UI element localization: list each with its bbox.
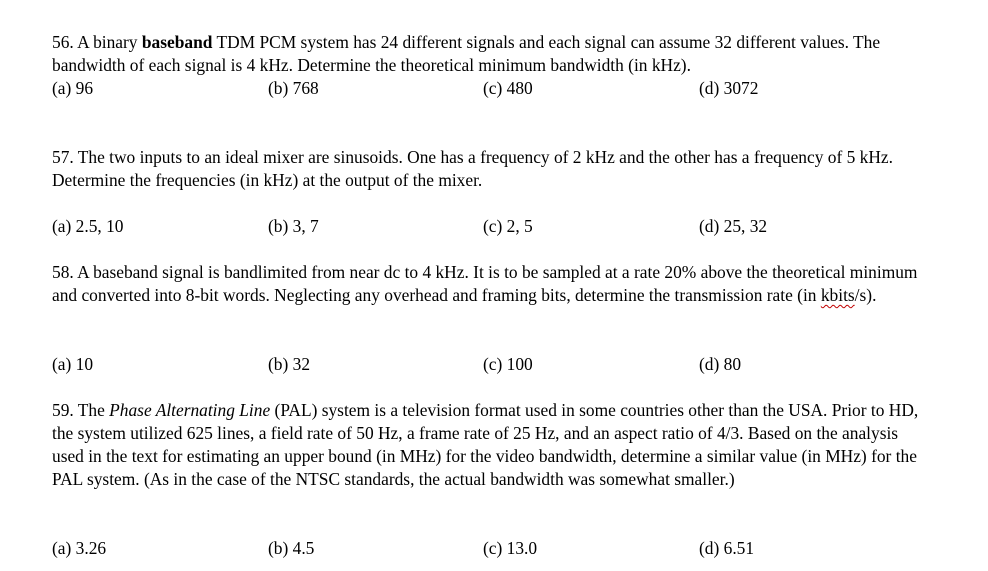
question-56-stem: 56. A binary baseband TDM PCM system has 24 different signals and each signal can assume 32 different values. The bandwidth of each signal is 4 kHz. Determine the theoretical minimum bandwidth (in kHz).: [52, 32, 881, 75]
option-b: (b) 3, 7: [268, 216, 319, 236]
question-58-options: [52, 353, 952, 376]
option-b: (b) 32: [268, 354, 311, 374]
option-c: (c) 13.0: [483, 538, 538, 558]
question-58: [52, 261, 932, 307]
emphasis-pal-name: Phase Alternating Line: [109, 400, 271, 420]
option-c: (c) 480: [483, 78, 533, 98]
question-59: [52, 399, 932, 491]
emphasis-baseband: baseband: [141, 32, 213, 52]
question-56-options: [52, 77, 952, 100]
question-59-stem: 59. The Phase Alternating Line (PAL) system is a television format used in some countries other than the USA. Prior to HD, the system utilized 625 lines, a field rate of 50 Hz, a frame rate of 25 Hz, and an aspect ratio of 4/3. Based on the analysis used in the text for estimating an upper bound (in MHz) for the video bandwidth, determine a similar value (in MHz) for the PAL system. (As in the case of the NTSC standards, the actual bandwidth was somewhat smaller.): [52, 400, 919, 489]
option-b: (b) 4.5: [268, 538, 315, 558]
question-57-stem: 57. The two inputs to an ideal mixer are sinusoids. One has a frequency of 2 kHz and the other has a frequency of 5 kHz. Determine the frequencies (in kHz) at the output of the mixer.: [52, 147, 893, 190]
option-c: (c) 2, 5: [483, 216, 533, 236]
option-a: (a) 10: [52, 354, 94, 374]
option-c: (c) 100: [483, 354, 533, 374]
question-59-options: [52, 537, 952, 560]
question-58-stem: 58. A baseband signal is bandlimited from near dc to 4 kHz. It is to be sampled at a rate 20% above the theoretical minimum and converted into 8-bit words. Neglecting any overhead and framing bits, determine the transmission rate (in kbits/s).: [52, 262, 918, 305]
option-d: (d) 25, 32: [699, 216, 768, 236]
option-a: (a) 3.26: [52, 538, 107, 558]
question-57: [52, 146, 932, 192]
option-d: (d) 6.51: [699, 538, 755, 558]
question-56: [52, 31, 932, 77]
option-a: (a) 2.5, 10: [52, 216, 124, 236]
option-d: (d) 80: [699, 354, 742, 374]
option-d: (d) 3072: [699, 78, 759, 98]
question-57-options: [52, 215, 952, 238]
spellcheck-flagged-word[interactable]: kbits: [820, 285, 855, 305]
option-b: (b) 768: [268, 78, 319, 98]
option-a: (a) 96: [52, 78, 94, 98]
